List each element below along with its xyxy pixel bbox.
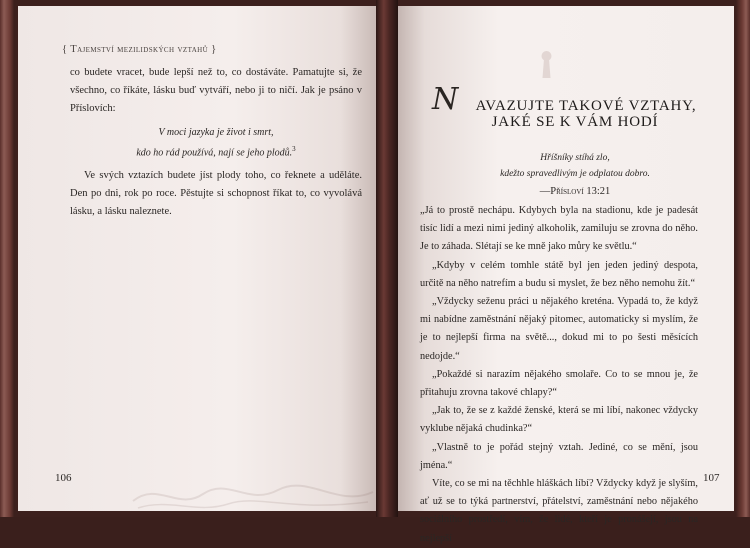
running-head: { Tajemství mezilidských vztahů }: [62, 44, 217, 55]
page-number-left: 106: [55, 472, 72, 484]
bible-quote: [70, 124, 362, 161]
decorative-initial: N: [432, 82, 460, 117]
epigraph-line: kdežto spravedlivým je odplatou dobro.: [500, 169, 650, 179]
left-page-body: [70, 64, 362, 221]
paragraph: „Pokaždé si narazím nějakého smolaře. Co to se mnou je, že přitahuju zrovna takové chlapy?“: [420, 368, 698, 399]
epigraph-source: —Přísloví 13:21: [539, 186, 611, 197]
paragraph: Ve svých vztazích budete jíst plody toho, co řeknete a uděláte. Den po dni, rok po roce. Pěstujte si schopnost říkat to, co vyvolává lásku, a lásku naleznete.: [70, 170, 362, 218]
paragraph: „Vlastně to je pořád stejný vztah. Jediné, co se mění, jsou jména.“: [420, 441, 698, 471]
keyhole-ornament: [541, 50, 552, 80]
chapter-title: [430, 82, 720, 130]
paragraph: Víte, co se mi na těchhle hláškách líbí? Vždycky když je slyším, ať už se to týká partnerství, přátelství, zaměstnání nebo nějakého sociálního prostředí, vím, že lidé, kteří je pronášejí, jsou na nejlepší: [420, 478, 698, 544]
quote-line: V moci jazyka je život i smrt,: [158, 127, 274, 138]
quote-line: kdo ho rád používá, nají se jeho plodů.$^3$: [136, 145, 296, 159]
paragraph: co budete vracet, bude lepší než to, co dostáváte. Pamatujte si, že všechno, co říkáte, lásku buď vytváří, nebo ji to ničí. Jak je psáno v Příslovích:: [70, 67, 362, 114]
book-gutter: [376, 0, 398, 517]
right-page-body: [420, 202, 698, 548]
paragraph: „Vždycky seženu práci u nějakého kreténa. Vypadá to, že když mi nabídne zaměstnání nějaký pitomec, automaticky si myslím, že je to nejlepší firma na světě..., dokud mi to po šesti měsících nedojde.“: [420, 296, 698, 362]
epigraph: [470, 150, 680, 200]
footnote-marker: 3: [292, 145, 296, 153]
paragraph: „Já to prostě nechápu. Kdybych byla na stadionu, kde je padesát tisíc lidí a mezi nimi jediný alkoholik, zamiluju se zrovna do něho. Je to záhada. Slétají se ke mně jako můry ke světlu.“: [420, 205, 698, 253]
paragraph: „Kdyby v celém tomhle státě byl jen jeden jediný despota, určitě na něho natrefím a budu si myslet, že bez něho nemohu žít.“: [420, 259, 698, 289]
chapter-title-line: JAKÉ SE K VÁM HODÍ: [491, 114, 659, 130]
page-number-right: 107: [703, 472, 720, 484]
epigraph-line: Hříšníky stíhá zlo,: [540, 153, 610, 163]
decorative-watermark: [128, 476, 378, 516]
paragraph: „Jak to, že se z každé ženské, která se mi líbí, nakonec vždycky vyklube nějaká chudinka?“: [420, 405, 698, 435]
chapter-title-line: AVAZUJTE TAKOVÉ VZTAHY,: [475, 98, 697, 114]
